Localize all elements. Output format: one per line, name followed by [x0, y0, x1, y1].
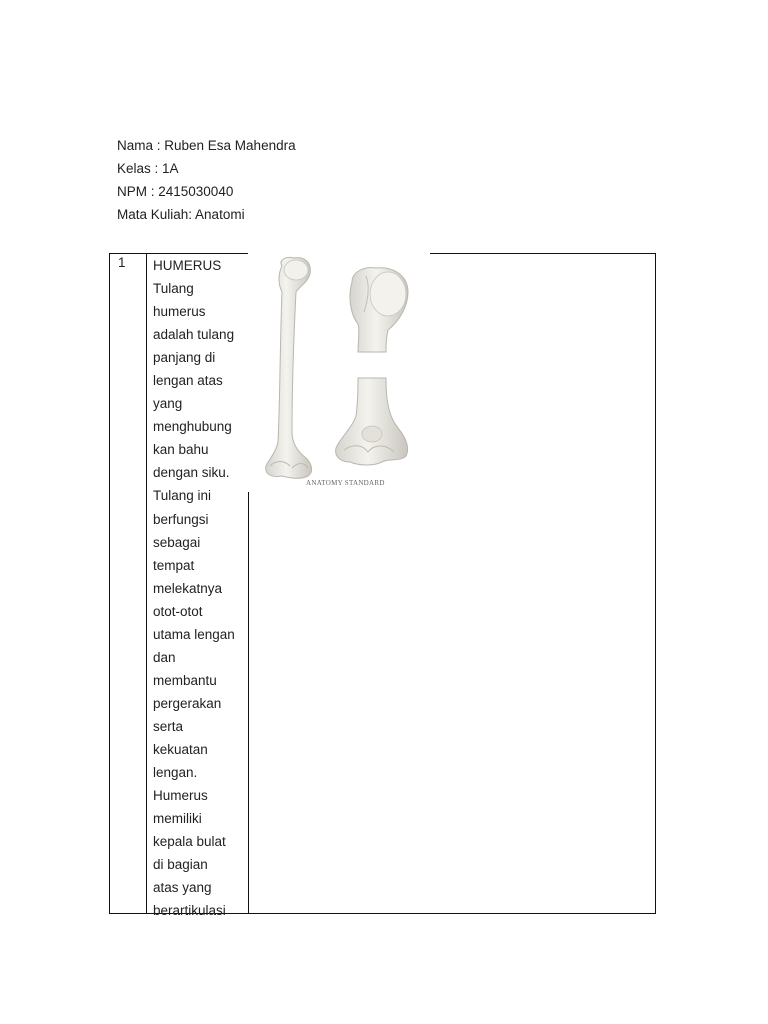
desc-line: kan bahu — [153, 442, 209, 458]
desc-line: memiliki — [153, 811, 202, 827]
desc-line: humerus — [153, 304, 206, 320]
desc-line: lengan. — [153, 765, 198, 781]
student-npm: NPM : 2415030040 — [117, 184, 234, 199]
desc-line: melekatnya — [153, 580, 223, 596]
student-name: Nama : Ruben Esa Mahendra — [117, 138, 296, 153]
desc-line: kepala bulat — [153, 834, 226, 850]
desc-line: berartikulasi — [153, 903, 226, 919]
desc-line: atas yang — [153, 880, 212, 896]
desc-line: kekuatan — [153, 741, 208, 757]
course-name: Mata Kuliah: Anatomi — [117, 207, 245, 222]
desc-line: di bagian — [153, 857, 208, 873]
desc-line: adalah tulang — [153, 327, 235, 343]
desc-line: Humerus — [153, 788, 208, 804]
desc-line: otot-otot — [153, 603, 203, 619]
image-credit: ANATOMY STANDARD — [306, 479, 385, 487]
desc-line: serta — [153, 718, 184, 734]
desc-line: yang — [153, 396, 183, 412]
desc-line: pergerakan — [153, 695, 222, 711]
desc-line: dan — [153, 649, 176, 665]
description-cell — [146, 254, 249, 919]
desc-line: membantu — [153, 672, 217, 688]
bone-table — [109, 253, 656, 919]
desc-line: panjang di — [153, 350, 216, 366]
humerus-anterior-view — [266, 257, 312, 478]
desc-line: lengan atas — [153, 373, 223, 389]
desc-line: Tulang ini — [153, 488, 212, 504]
student-info — [117, 136, 296, 228]
humerus-illustration — [248, 252, 430, 492]
student-class: Kelas : 1A — [117, 161, 179, 176]
desc-line: Tulang — [153, 281, 194, 297]
row-number: 1 — [118, 255, 126, 270]
desc-line: tempat — [153, 557, 195, 573]
bone-title: HUMERUS — [153, 258, 222, 273]
humerus-posterior-view — [350, 268, 408, 352]
desc-line: berfungsi — [153, 511, 209, 527]
number-cell — [110, 254, 147, 913]
humerus-posterior-lower — [336, 378, 408, 465]
humerus-image — [248, 252, 430, 492]
desc-line: dengan siku. — [153, 465, 230, 481]
desc-line: sebagai — [153, 534, 201, 550]
bone-description — [153, 254, 245, 922]
desc-line: menghubung — [153, 419, 232, 435]
desc-line: utama lengan — [153, 626, 235, 642]
